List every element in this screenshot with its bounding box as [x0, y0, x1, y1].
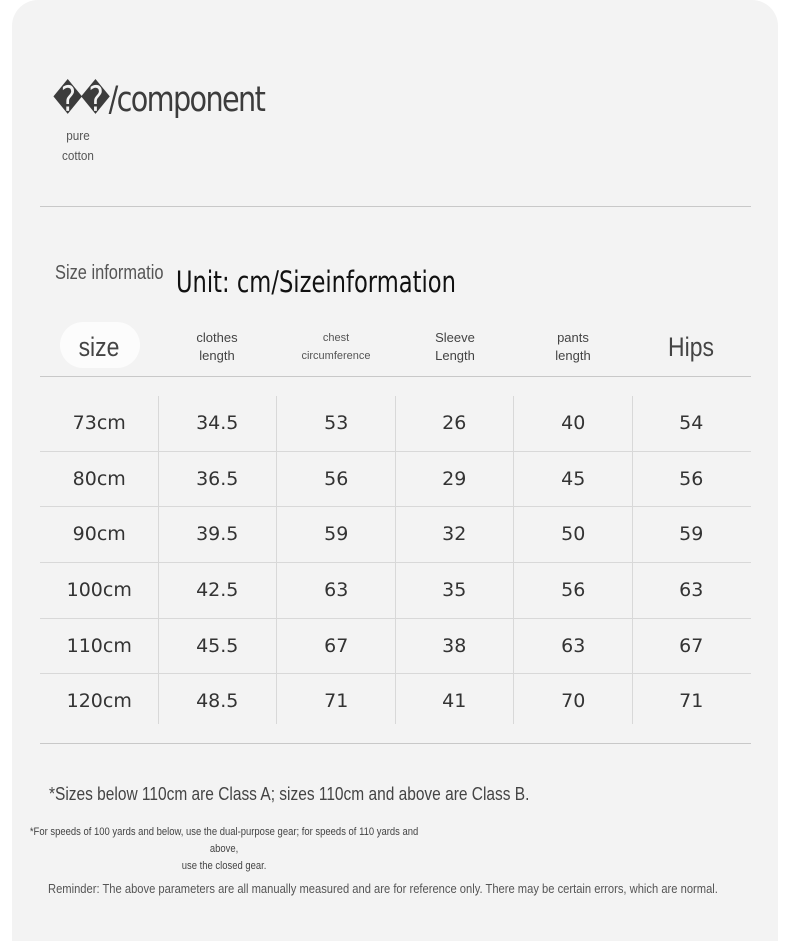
cell-chest: 53 — [324, 412, 349, 434]
cell-clothes-length: 34.5 — [196, 412, 239, 434]
header-label-line2: length — [199, 348, 235, 363]
cell-pants-length: 63 — [561, 634, 586, 657]
header-clothes-length — [158, 318, 276, 376]
gear-note-line2: use the closed gear. — [181, 860, 267, 872]
header-label-line1: Sleeve — [435, 330, 475, 345]
cell-chest: 56 — [324, 467, 349, 490]
header-label-line1: chest — [322, 332, 350, 344]
table-row — [40, 451, 751, 507]
unit-label: Unit: cm/Sizeinformation — [176, 265, 456, 299]
cell-chest: 71 — [324, 690, 349, 713]
reminder-note: Reminder: The above parameters are all manually measured and are for reference only. There may be certain errors, which are normal. — [48, 881, 718, 896]
cell-hips: 67 — [679, 634, 704, 657]
header-pants-length — [514, 318, 632, 376]
header-hips-label: Hips — [668, 332, 714, 362]
cell-sleeve: 26 — [442, 412, 467, 434]
cell-size: 80cm — [72, 467, 126, 490]
header-hips — [641, 318, 741, 376]
cell-size: 110cm — [66, 634, 132, 657]
table-row — [40, 506, 751, 562]
header-sleeve-length — [396, 318, 514, 376]
header-label-line1: clothes — [196, 330, 238, 345]
cell-pants-length: 50 — [561, 523, 586, 546]
header-size-label: size — [78, 332, 120, 362]
class-note: *Sizes below 110cm are Class A; sizes 110cm and above are Class B. — [49, 784, 530, 804]
cell-size: 120cm — [66, 690, 132, 713]
header-chest-circumference — [277, 318, 395, 376]
cell-hips: 56 — [679, 467, 704, 490]
composition-value-line1: pure — [66, 128, 90, 143]
size-table-body — [40, 396, 751, 729]
divider-header — [40, 376, 751, 377]
cell-pants-length: 45 — [561, 467, 586, 490]
header-label-line2: length — [555, 348, 591, 363]
cell-size: 100cm — [66, 579, 132, 602]
header-label-line2: circumference — [301, 350, 371, 362]
cell-sleeve: 29 — [442, 467, 467, 490]
table-row — [40, 562, 751, 618]
cell-hips: 54 — [679, 412, 704, 434]
divider-top — [40, 206, 751, 207]
cell-hips: 63 — [679, 579, 704, 602]
composition-value — [60, 126, 96, 166]
cell-clothes-length: 42.5 — [196, 579, 239, 602]
cell-clothes-length: 45.5 — [196, 634, 239, 657]
cell-size: 73cm — [72, 412, 126, 434]
cell-chest: 59 — [324, 523, 349, 546]
cell-chest: 63 — [324, 579, 349, 602]
cell-clothes-length: 48.5 — [196, 690, 239, 713]
table-row — [40, 673, 751, 729]
cell-sleeve: 35 — [442, 579, 467, 602]
header-label-line2: Length — [435, 348, 475, 363]
cell-clothes-length: 39.5 — [196, 523, 239, 546]
header-label-line1: pants — [557, 330, 589, 345]
divider-bottom — [40, 743, 751, 744]
table-row — [40, 396, 751, 451]
cell-pants-length: 70 — [561, 690, 586, 713]
cell-hips: 71 — [679, 690, 704, 713]
gear-note — [22, 824, 426, 875]
cell-pants-length: 56 — [561, 579, 586, 602]
size-information-label: Size informatio — [55, 262, 164, 284]
cell-hips: 59 — [679, 523, 704, 546]
composition-title: ��/component — [53, 80, 265, 120]
header-size — [49, 318, 149, 376]
table-header — [40, 318, 751, 376]
table-row — [40, 618, 751, 674]
cell-clothes-length: 36.5 — [196, 467, 239, 490]
composition-value-line2: cotton — [62, 148, 94, 163]
cell-size: 90cm — [72, 523, 126, 546]
cell-chest: 67 — [324, 634, 349, 657]
gear-note-line1: *For speeds of 100 yards and below, use the dual-purpose gear; for speeds of 110 yards and above, — [29, 826, 419, 855]
cell-pants-length: 40 — [561, 412, 586, 434]
cell-sleeve: 38 — [442, 634, 467, 657]
cell-sleeve: 41 — [442, 690, 467, 713]
cell-sleeve: 32 — [442, 523, 467, 546]
